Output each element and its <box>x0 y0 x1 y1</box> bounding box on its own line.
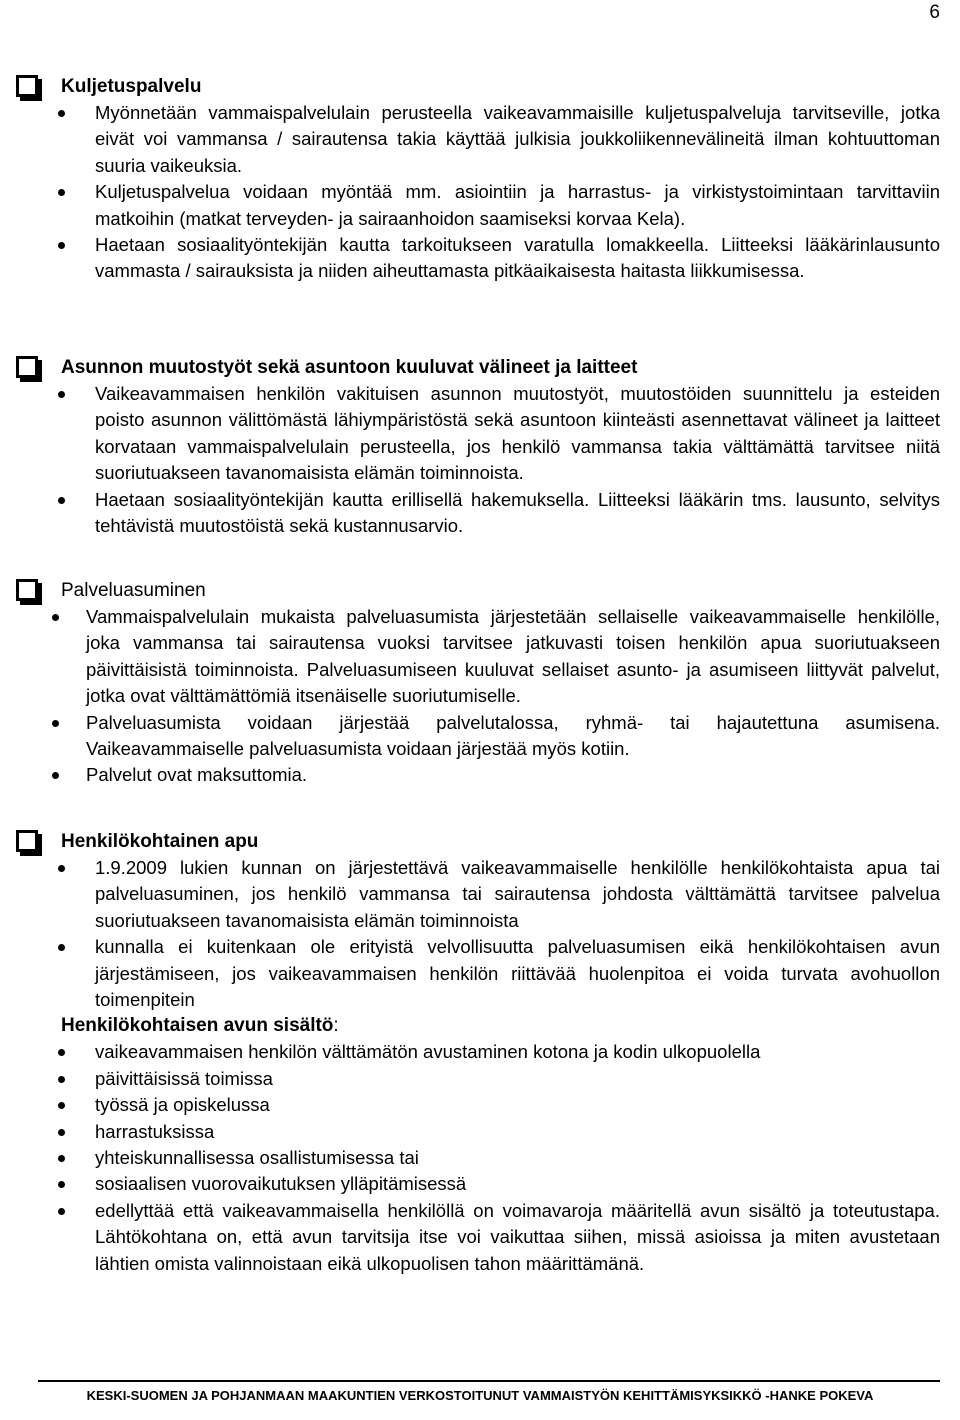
list-item-text: Haetaan sosiaalityöntekijän kautta erillisellä hakemuksella. Liitteeksi lääkärin tms. lausunto, selvitys tehtävistä muutostöistä sekä kustannusarvio. <box>95 488 940 537</box>
checkbox-icon <box>16 75 38 97</box>
section-henkilokohtainen-apu <box>16 829 940 1277</box>
bullet-icon <box>58 1102 65 1109</box>
bullet-icon <box>52 772 59 779</box>
list-item-text: yhteiskunnallisessa osallistumisessa tai <box>95 1147 419 1169</box>
list-item <box>16 710 940 763</box>
bullet-icon <box>58 242 65 249</box>
bullet-icon <box>58 1181 65 1188</box>
list-item-text: päivittäisissä toimissa <box>95 1067 273 1089</box>
subheading-text: Henkilökohtaisen avun sisältö <box>61 1015 334 1037</box>
bullet-list <box>16 381 940 539</box>
bullet-icon <box>52 614 59 621</box>
heading-text: Henkilökohtainen apu <box>61 831 259 852</box>
list-item <box>16 1066 940 1092</box>
section-palveluasuminen <box>16 578 940 789</box>
list-item <box>16 1145 940 1171</box>
list-item-text: sosiaalisen vuorovaikutuksen ylläpitämisessä <box>95 1173 467 1195</box>
section-heading <box>16 829 940 855</box>
list-item <box>16 1092 940 1118</box>
bullet-icon <box>58 189 65 196</box>
heading-text: Palveluasuminen <box>61 580 206 601</box>
checkbox-icon <box>16 830 38 852</box>
heading-text: Asunnon muutostyöt sekä asuntoon kuuluvat välineet ja laitteet <box>61 357 638 378</box>
list-item-text: työssä ja opiskelussa <box>95 1094 270 1116</box>
section-heading <box>16 355 940 381</box>
bullet-icon <box>58 1208 65 1215</box>
bullet-icon <box>58 865 65 872</box>
bullet-list <box>16 604 940 789</box>
list-item-text: Myönnetään vammaispalvelulain perusteella vaikeavammaisille kuljetuspalveluja tarvitseville, jotka eivät voi vammansa / sairautensa takia käyttää julkisia joukkoliikennevälineitä ilman kohtuuttoman suuria vaikeuksia. <box>95 102 940 176</box>
section-heading <box>16 578 940 604</box>
section-heading <box>16 74 940 100</box>
footer-divider <box>38 1380 940 1382</box>
list-item <box>16 100 940 179</box>
list-item-text: Palvelut ovat maksuttomia. <box>86 764 308 786</box>
sub-bullet-list <box>16 1039 940 1277</box>
list-item <box>16 1198 940 1277</box>
list-item-text: Kuljetuspalvelua voidaan myöntää mm. asiointiin ja harrastus- ja virkistystoimintaan tarvittaviin matkoihin (matkat terveyden- ja sairaanhoidon saamiseksi korvaa Kela). <box>95 181 940 229</box>
heading-text: Kuljetuspalvelu <box>61 76 202 97</box>
list-item <box>16 762 940 788</box>
subheading-suffix: : <box>333 1015 339 1037</box>
list-item <box>16 1039 940 1065</box>
list-item-text: Vammaispalvelulain mukaista palveluasumista järjestetään sellaiselle vaikeavammaiselle henkilölle, joka vammansa tai sairautensa vuoksi tarvitsee jatkuvasti toisen henkilön apua suoriutuakseen päivittäisistä toiminnoista. Palveluasumiseen kuuluvat sellaiset asunto- ja asumiseen liittyvät palvelut, jotka ovat välttämättömiä itsenäiselle suoriutumiselle. <box>86 606 940 707</box>
checkbox-icon <box>16 579 38 601</box>
list-item-text: Haetaan sosiaalityöntekijän kautta tarkoitukseen varatulla lomakkeella. Liitteeksi lääkärinlausunto vammasta / sairauksista ja niiden aiheuttamasta pitkäaikaisesta haitasta liikkumisessa. <box>95 234 940 282</box>
subheading <box>16 1013 940 1039</box>
page-number: 6 <box>929 2 940 23</box>
list-item-text: Palveluasumista voidaan järjestää palvelutalossa, ryhmä- tai hajautettuna asumisena. Vaikeavammaiselle palveluasumista voidaan järjestää myös kotiin. <box>86 711 940 760</box>
page-footer: KESKI-SUOMEN JA POHJANMAAN MAAKUNTIEN VERKOSTOITUNUT VAMMAISTYÖN KEHITTÄMISYKSIKKÖ -HANKE POKEVA <box>86 1388 874 1403</box>
list-item <box>16 1119 940 1145</box>
checkbox-icon <box>16 356 38 378</box>
list-item-text: kunnalla ei kuitenkaan ole erityistä velvollisuutta palveluasumisen eikä henkilökohtaisen avun järjestämiseen, jos vaikeavammaisen henkilön riittävää huolenpitoa ei voida turvata avohuollon toimenpitein <box>95 936 940 1011</box>
list-item <box>16 487 940 540</box>
section-asunnon-muutostyot <box>16 355 940 539</box>
list-item <box>16 604 940 710</box>
list-item <box>16 381 940 487</box>
bullet-icon <box>58 1049 65 1056</box>
list-item <box>16 934 940 1013</box>
section-kuljetuspalvelu <box>16 74 940 285</box>
bullet-icon <box>58 1076 65 1083</box>
bullet-icon <box>52 720 59 727</box>
bullet-icon <box>58 1155 65 1162</box>
list-item <box>16 179 940 232</box>
list-item-text: harrastuksissa <box>95 1120 215 1142</box>
list-item <box>16 855 940 934</box>
bullet-icon <box>58 391 65 398</box>
bullet-icon <box>58 110 65 117</box>
list-item-text: edellyttää että vaikeavammaisella henkilöllä on voimavaroja määritellä avun sisältö ja toteutustapa. Lähtökohtana on, että avun tarvitsija itse voi vaikuttaa siihen, missä asioissa ja miten avustetaan lähtien omista valinnoistaan eikä ulkopuolisen tahon määrittämänä. <box>95 1199 940 1274</box>
bullet-list <box>16 100 940 285</box>
bullet-icon <box>58 944 65 951</box>
list-item-text: Vaikeavammaisen henkilön vakituisen asunnon muutostyöt, muutostöiden suunnittelu ja esteiden poisto asunnon välittömästä lähiympäristöstä sekä asuntoon kiinteästi asennettavat välineet ja laitteet korvataan vammaispalvelulain perusteella, jos henkilö vammansa takia välttämättä tarvitsee niitä suoriutuakseen tavanomaisista elämän toiminnoista. <box>95 383 940 484</box>
bullet-icon <box>58 497 65 504</box>
list-item <box>16 232 940 285</box>
bullet-list <box>16 855 940 1013</box>
bullet-icon <box>58 1129 65 1136</box>
list-item-text: 1.9.2009 lukien kunnan on järjestettävä vaikeavammaiselle henkilölle henkilökohtaista apua tai palveluasuminen, jos henkilö vammansa tai sairautensa johdosta välttämättä tarvitsee palvelua suoriutuakseen tavanomaisista elämän toiminnoista <box>95 857 940 931</box>
list-item-text: vaikeavammaisen henkilön välttämätön avustaminen kotona ja kodin ulkopuolella <box>95 1041 761 1063</box>
list-item <box>16 1171 940 1197</box>
